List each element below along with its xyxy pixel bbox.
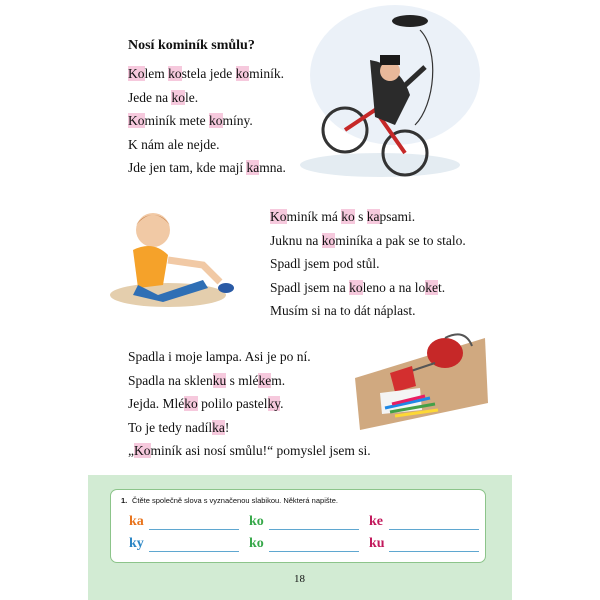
poem-line bbox=[128, 135, 286, 159]
highlighted-syllable: ko bbox=[349, 279, 363, 295]
text-segment: stela jede bbox=[181, 66, 236, 81]
highlighted-syllable: ko bbox=[184, 396, 198, 411]
answer-blank[interactable] bbox=[149, 551, 239, 552]
poem-line bbox=[128, 111, 286, 135]
page-number: 18 bbox=[294, 573, 305, 585]
text-segment: lem bbox=[144, 66, 169, 81]
highlighted-syllable: Ko bbox=[128, 113, 145, 128]
text-segment: le. bbox=[184, 89, 199, 105]
poem-line bbox=[128, 441, 371, 465]
highlighted-syllable: ka bbox=[212, 419, 225, 435]
highlighted-syllable: ka bbox=[246, 160, 260, 175]
highlighted-syllable: Ko bbox=[128, 66, 145, 81]
text-segment: Musím si na to dát náplast. bbox=[270, 303, 416, 318]
poem-line bbox=[128, 88, 286, 112]
highlighted-syllable: ko bbox=[171, 89, 185, 105]
text-segment: miník. bbox=[249, 66, 284, 81]
text-segment: „ bbox=[128, 443, 134, 458]
text-segment: Jde jen tam, kde mají bbox=[128, 160, 247, 175]
poem-line bbox=[128, 347, 371, 371]
poem-line bbox=[128, 371, 371, 395]
highlighted-syllable: ko bbox=[235, 66, 250, 81]
lamp-illustration bbox=[350, 318, 490, 433]
poem-line bbox=[128, 418, 371, 442]
syllable-label: ka bbox=[129, 514, 144, 529]
text-segment: ! bbox=[224, 419, 230, 435]
syllable-label: ke bbox=[369, 514, 383, 529]
verse-2 bbox=[270, 207, 466, 325]
lesson-title: Nosí kominík smůlu? bbox=[128, 38, 255, 53]
highlighted-syllable: ko bbox=[341, 209, 355, 224]
text-segment: To je tedy nadíl bbox=[128, 419, 213, 435]
text-segment: míny. bbox=[222, 113, 253, 128]
poem-line bbox=[270, 278, 466, 302]
answer-blank[interactable] bbox=[269, 551, 359, 552]
highlighted-syllable: ko bbox=[168, 66, 182, 81]
verse-1 bbox=[128, 64, 286, 182]
poem-line bbox=[270, 207, 466, 231]
chimney-sweep-illustration bbox=[300, 5, 480, 185]
poem-line bbox=[128, 158, 286, 182]
poem-line bbox=[128, 64, 286, 88]
poem-line bbox=[270, 254, 466, 278]
highlighted-syllable: ky bbox=[267, 396, 281, 411]
text-segment: s bbox=[354, 209, 367, 224]
text-segment: Spadl jsem pod stůl. bbox=[270, 256, 380, 271]
answer-blank[interactable] bbox=[149, 529, 239, 530]
text-segment: Jejda. Mlé bbox=[128, 396, 185, 411]
exercise-number: 1. bbox=[121, 496, 128, 505]
highlighted-syllable: Ko bbox=[270, 209, 287, 224]
text-segment: psami. bbox=[379, 209, 416, 224]
answer-blank[interactable] bbox=[389, 529, 479, 530]
highlighted-syllable: ko bbox=[321, 232, 336, 248]
highlighted-syllable: ko bbox=[209, 113, 223, 128]
syllable-label: ko bbox=[249, 514, 264, 529]
text-segment: mna. bbox=[259, 160, 286, 175]
exercise-instruction: Čtěte společně slova s vyznačenou slabikou. Některá napište. bbox=[132, 496, 338, 505]
text-segment: miník mete bbox=[144, 113, 209, 128]
highlighted-syllable: Ko bbox=[134, 443, 151, 458]
text-segment: K nám ale nejde. bbox=[128, 136, 220, 152]
highlighted-syllable: ka bbox=[366, 209, 380, 224]
text-segment: Spadla i moje lampa. Asi je po ní. bbox=[128, 349, 311, 364]
answer-blank[interactable] bbox=[269, 529, 359, 530]
boy-illustration bbox=[108, 200, 243, 315]
highlighted-syllable: ku bbox=[212, 372, 227, 388]
text-segment: . bbox=[280, 396, 284, 411]
verse-3 bbox=[128, 347, 371, 465]
text-segment: t. bbox=[437, 279, 446, 295]
text-segment: Juknu na bbox=[270, 232, 322, 248]
syllable-label: ku bbox=[369, 536, 385, 551]
exercise-card bbox=[110, 489, 486, 563]
text-segment: miník má bbox=[286, 209, 342, 224]
syllable-label: ky bbox=[129, 536, 144, 551]
text-segment: miníka a pak se to stalo. bbox=[335, 232, 466, 248]
highlighted-syllable: ke bbox=[258, 372, 272, 388]
answer-blank[interactable] bbox=[389, 551, 479, 552]
poem-line bbox=[128, 394, 371, 418]
text-segment: Spadl jsem na bbox=[270, 279, 350, 295]
text-segment: s mlé bbox=[226, 372, 259, 388]
text-segment: leno a na lo bbox=[362, 279, 426, 295]
text-segment: miník asi nosí smůlu!“ pomyslel jsem si. bbox=[150, 443, 371, 458]
text-segment: Spadla na sklen bbox=[128, 372, 213, 388]
poem-line bbox=[270, 231, 466, 255]
text-segment: Jede na bbox=[128, 89, 172, 105]
text-segment: m. bbox=[271, 372, 286, 388]
syllable-label: ko bbox=[249, 536, 264, 551]
highlighted-syllable: ke bbox=[425, 279, 438, 295]
text-segment: polilo pastel bbox=[197, 396, 268, 411]
